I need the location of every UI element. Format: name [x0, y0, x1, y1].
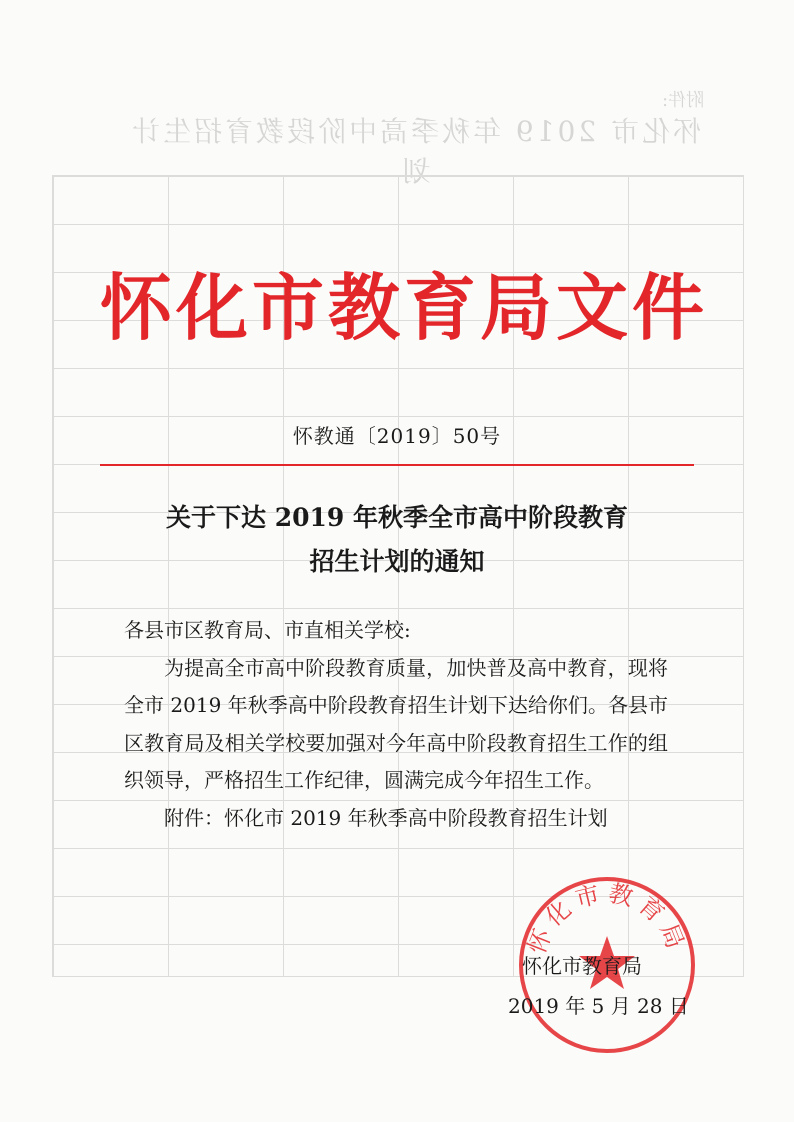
- issuer-name: 怀化市教育局: [522, 954, 642, 978]
- issue-date: 2019 年 5 月 28 日: [508, 994, 689, 1018]
- show-through-corner-label: 附件:: [662, 90, 705, 111]
- notice-title-line-2: 招生计划的通知: [309, 547, 485, 576]
- attachment-line: 附件：怀化市 2019 年秋季高中阶段教育招生计划: [164, 805, 608, 830]
- show-through-title: 怀化市 2019 年秋季高中阶段教育招生计划: [128, 115, 702, 188]
- notice-title-line-1: 关于下达 2019 年秋季全市高中阶段教育: [166, 503, 628, 532]
- salutation: 各县市区教育局、市直相关学校:: [124, 618, 411, 642]
- document-number: 怀教通〔2019〕50号: [292, 424, 502, 448]
- document-header-title: 怀化市教育局文件: [100, 266, 709, 350]
- notice-title: [90, 496, 704, 584]
- seal-text: 怀化市教育局: [522, 878, 692, 958]
- body-paragraph: 为提高全市高中阶段教育质量，加快普及高中教育，现将全市 2019 年秋季高中阶段教育招生计划下达给你们。各县市区教育局及相关学校要加强对今年高中阶段教育招生工作的组织领导，严格招生工作纪律，圆满完成今年招生工作。: [124, 655, 668, 792]
- header-separator-line: [100, 464, 694, 466]
- notice-body: [124, 612, 668, 837]
